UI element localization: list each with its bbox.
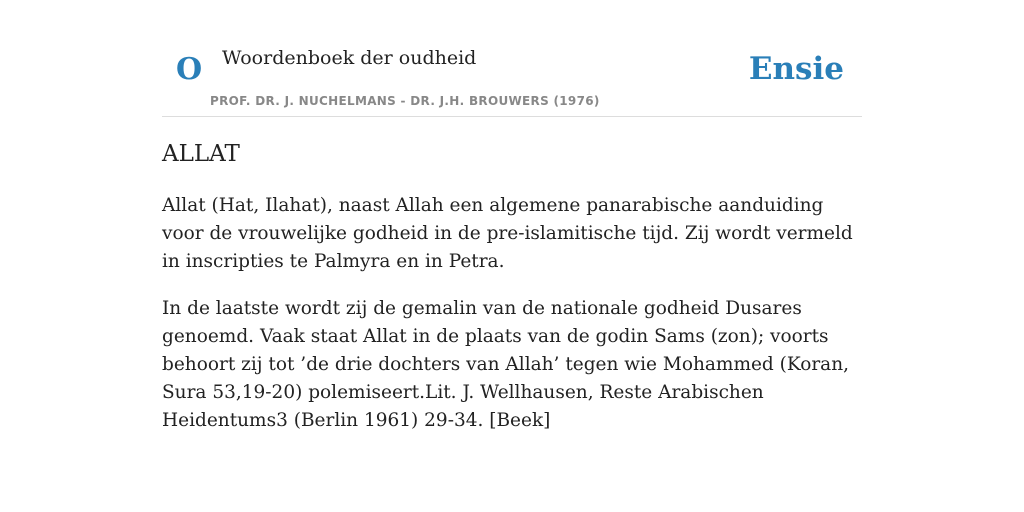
entry-paragraph: Allat (Hat, Ilahat), naast Allah een algemene panarabische aanduiding voor de vrouwelijke godheid in de pre-islamitische tijd. Zij wordt vermeld in inscripties te Palmyra en in Petra. <box>162 195 853 272</box>
entry-content <box>162 138 862 435</box>
book-title-link[interactable]: Woordenboek der oudheid <box>222 47 477 69</box>
entry-title: ALLAT <box>162 141 240 167</box>
letter-index-link[interactable]: O <box>176 52 203 87</box>
book-header <box>162 0 862 117</box>
entry-paragraph: In de laatste wordt zij de gemalin van de nationale godheid Dusares genoemd. Vaak staat Allat in de plaats van de godin Sams (zon); voorts behoort zij tot ’de drie dochters van Allah’ tegen wie Mohammed (Koran, Sura 53,19-20) polemiseert.Lit. J. Wellhausen, Reste Arabischen Heidentums3 (Berlin 1961) 29-34. [Beek] <box>162 298 850 431</box>
book-authors: PROF. DR. J. NUCHELMANS - DR. J.H. BROUWERS (1976) <box>210 94 600 108</box>
brand-logo-link[interactable]: Ensie <box>748 51 844 87</box>
